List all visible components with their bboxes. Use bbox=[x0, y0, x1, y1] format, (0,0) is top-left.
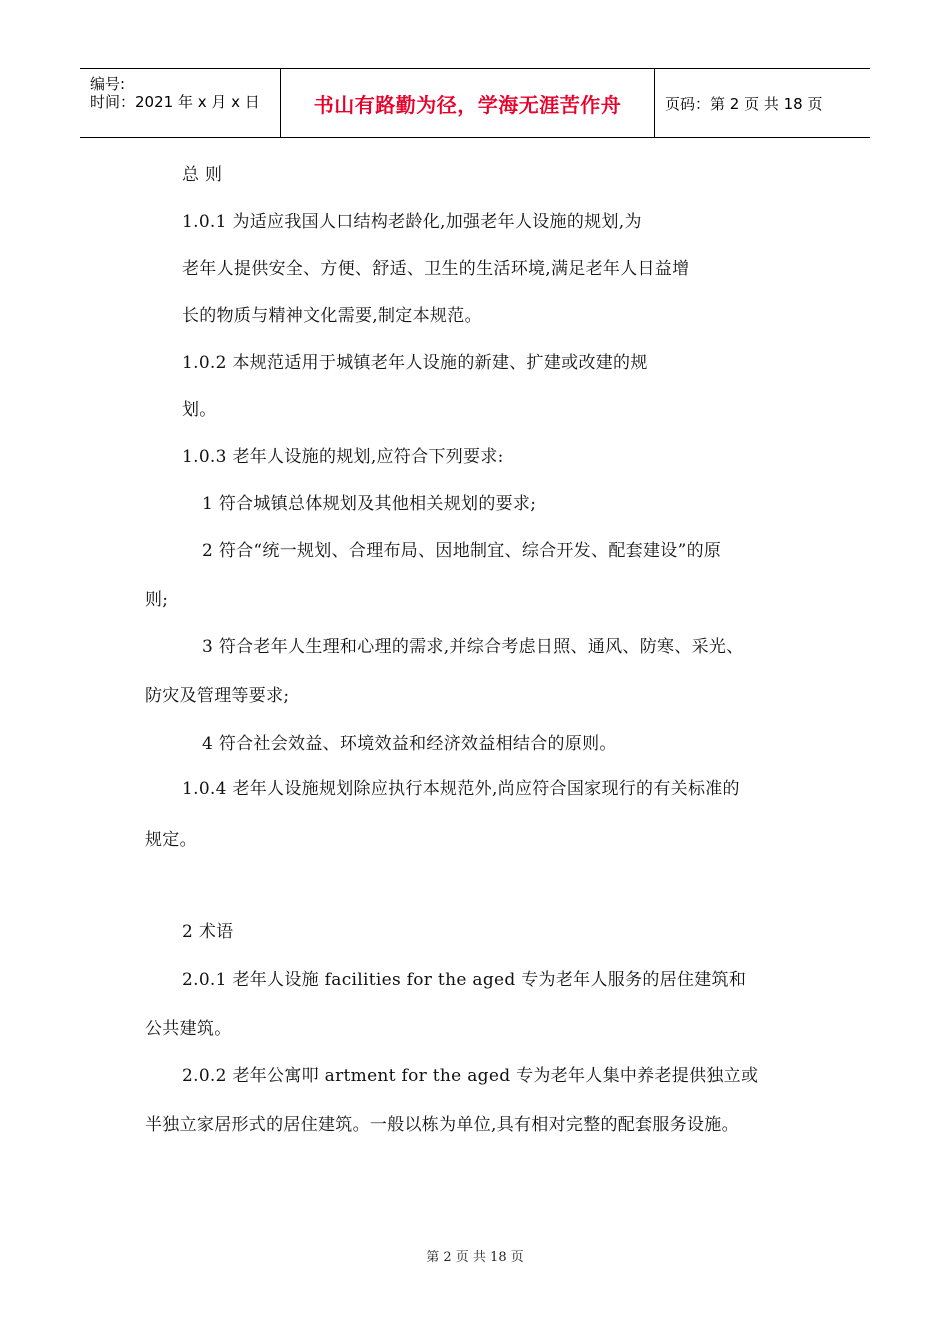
section-title-terms: 2 术语 bbox=[182, 922, 234, 942]
clause-2-0-2-cont: 半独立家居形式的居住建筑。一般以栋为单位,具有相对完整的配套服务设施。 bbox=[145, 1115, 739, 1135]
document-number-label: 编号: bbox=[90, 75, 126, 93]
clause-1-0-1-cont-2: 长的物质与精神文化需要,制定本规范。 bbox=[182, 306, 482, 326]
document-date-label: 时间：2021 年 x 月 x 日 bbox=[90, 93, 260, 111]
clause-1-0-2: 1.0.2 本规范适用于城镇老年人设施的新建、扩建或改建的规 bbox=[182, 353, 648, 373]
requirement-3-cont: 防灾及管理等要求; bbox=[145, 686, 290, 706]
requirement-4: 4 符合社会效益、环境效益和经济效益相结合的原则。 bbox=[202, 734, 617, 754]
section-title-general: 总 则 bbox=[182, 165, 223, 185]
page-header bbox=[80, 68, 870, 138]
clause-1-0-4-cont: 规定。 bbox=[145, 830, 197, 850]
clause-1-0-3: 1.0.3 老年人设施的规划,应符合下列要求: bbox=[182, 447, 504, 467]
header-page-info: 页码：第 2 页 共 18 页 bbox=[665, 94, 823, 113]
clause-2-0-2: 2.0.2 老年公寓叩 artment for the aged 专为老年人集中养老提供独立或 bbox=[182, 1066, 759, 1086]
requirement-2: 2 符合“统一规划、合理布局、因地制宜、综合开发、配套建设”的原 bbox=[202, 541, 722, 561]
header-page-cell bbox=[655, 69, 870, 137]
clause-1-0-2-cont: 划。 bbox=[182, 400, 217, 420]
clause-2-0-1-cont: 公共建筑。 bbox=[145, 1019, 232, 1039]
page-footer: 第 2 页 共 18 页 bbox=[426, 1250, 524, 1265]
clause-1-0-1: 1.0.1 为适应我国人口结构老龄化,加强老年人设施的规划,为 bbox=[182, 212, 642, 232]
clause-1-0-4: 1.0.4 老年人设施规划除应执行本规范外,尚应符合国家现行的有关标准的 bbox=[182, 779, 740, 799]
clause-2-0-1: 2.0.1 老年人设施 facilities for the aged 专为老年人服务的居住建筑和 bbox=[182, 970, 747, 990]
header-meta-cell bbox=[80, 69, 281, 137]
requirement-1: 1 符合城镇总体规划及其他相关规划的要求; bbox=[202, 494, 537, 514]
header-motto: 书山有路勤为径，学海无涯苦作舟 bbox=[313, 92, 622, 117]
clause-1-0-1-cont-1: 老年人提供安全、方便、舒适、卫生的生活环境,满足老年人日益增 bbox=[182, 259, 690, 279]
header-motto-cell bbox=[281, 69, 655, 137]
requirement-3: 3 符合老年人生理和心理的需求,并综合考虑日照、通风、防寒、采光、 bbox=[202, 637, 744, 657]
requirement-2-cont: 则; bbox=[145, 590, 169, 610]
